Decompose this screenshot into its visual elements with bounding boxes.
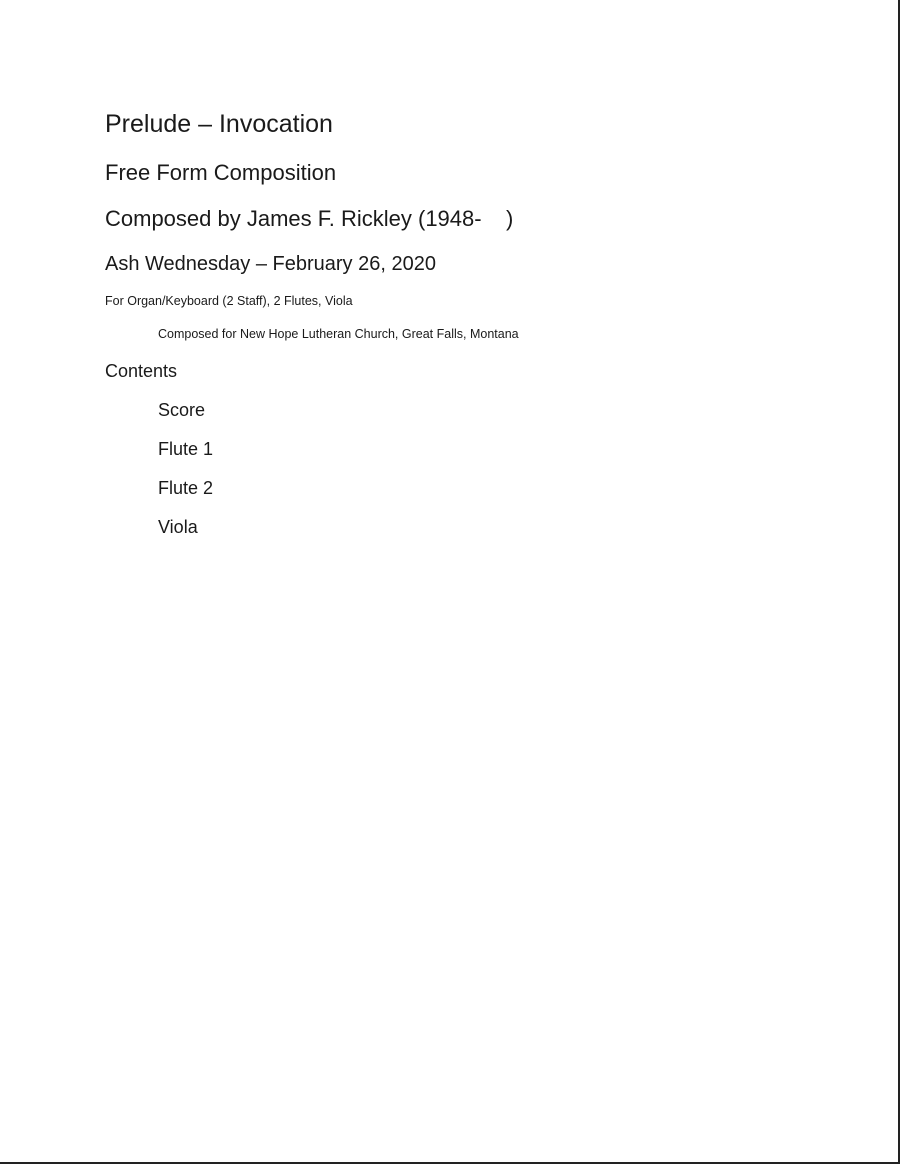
occasion-date: Ash Wednesday – February 26, 2020	[105, 253, 436, 275]
contents-heading: Contents	[105, 361, 178, 381]
dedication: Composed for New Hope Lutheran Church, Great Falls, Montana	[158, 327, 519, 341]
piece-subtitle: Free Form Composition	[105, 160, 337, 185]
contents-item-flute-1: Flute 1	[158, 439, 214, 459]
contents-item-score: Score	[158, 400, 206, 420]
instrumentation: For Organ/Keyboard (2 Staff), 2 Flutes, Viola	[105, 294, 353, 308]
composer-credit: Composed by James F. Rickley (1948- )	[105, 206, 514, 231]
contents-item-viola: Viola	[158, 517, 198, 537]
piece-title: Prelude – Invocation	[105, 110, 333, 138]
contents-list	[158, 401, 213, 557]
contents-item-flute-2: Flute 2	[158, 478, 214, 498]
